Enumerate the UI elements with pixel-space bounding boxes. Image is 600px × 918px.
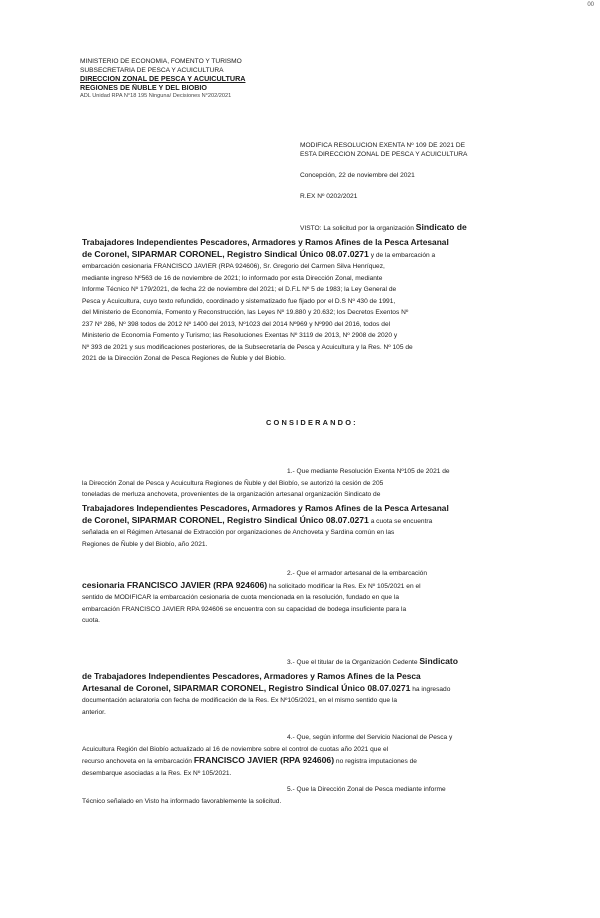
visto-line-10: Ministerio de Economía Fomento y Turismo; las Resoluciones Exentas Nº 3119 de 2013, Nº 2908 de 2020 y <box>82 332 398 339</box>
letterhead <box>80 58 310 101</box>
letterhead-regiones: REGIONES DE ÑUBLE Y DEL BIOBIO <box>80 83 208 92</box>
subject-line-1: MODIFICA RESOLUCION EXENTA Nº 109 DE 2021 DE <box>300 142 465 149</box>
visto-line-1: VISTO: La solicitud por la organización Sindicato de <box>300 222 467 232</box>
visto-line-8: del Ministerio de Economía, Fomento y Reconstrucción, las Leyes Nº 19.880 y 20.632; los Decretos Exentos Nº <box>82 309 409 316</box>
resolution-date: Concepción, 22 de noviembre del 2021 <box>300 172 415 179</box>
letterhead-ministry: MINISTERIO DE ECONOMIA, FOMENTO Y TURISMO <box>80 58 242 65</box>
visto-line-11: Nº 393 de 2021 y sus modificaciones posteriores, de la Subsecretaría de Pesca y Acuicultura y la Res. Nº 105 de <box>82 343 413 351</box>
visto-line-5: mediante ingreso Nº563 de 16 de noviembre de 2021; lo informado por esta Dirección Zonal, mediante <box>82 274 383 282</box>
c3-line-2: de Trabajadores Independientes Pescadores, Armadores y Ramos Afines de la Pesca <box>82 670 421 681</box>
considerando-heading: CONSIDERANDO: <box>266 418 358 427</box>
visto-line-6: Informe Técnico Nº 179/2021, de fecha 22 de noviembre del 2021; el D.F.L Nº 5 de 1983; la Ley General de <box>82 286 397 293</box>
resolution-number: R.EX Nº 0202/2021 <box>300 193 358 200</box>
visto-section <box>82 222 518 365</box>
c5-line-1: 5.- Que la Dirección Zonal de Pesca mediante informe <box>287 786 446 793</box>
c2-line-2: cesionaria FRANCISCO JAVIER (RPA 924606) ha solicitado modificar la Res. Ex Nº 105/2021 en el <box>82 579 421 590</box>
considerando-2 <box>82 568 518 627</box>
c1-line-5: de Coronel, SIPARMAR CORONEL, Registro Sindical Único 08.07.0271 a cuota se encuentra <box>82 514 433 525</box>
c4-line-4: desembarque asociadas a la Res. Ex Nº 105/2021. <box>82 769 232 777</box>
c5-line-2: Técnico señalado en Visto ha informado favorablemente la solicitud. <box>82 797 282 805</box>
c1-line-7: Regiones de Ñuble y del Biobío, año 2021. <box>82 540 208 548</box>
c4-line-3: recurso anchoveta en la embarcación FRANCISCO JAVIER (RPA 924606) no registra imputaciones de <box>82 755 417 765</box>
letterhead-reference: ADL Unidad RPA N°18 195 Ninguna/ Decisiones N°202/2021 <box>80 93 232 100</box>
letterhead-subsecretaria: SUBSECRETARIA DE PESCA Y ACUICULTURA <box>80 66 224 74</box>
c2-line-5: cuota. <box>82 617 100 624</box>
considerando-5 <box>82 784 518 807</box>
c1-line-3: toneladas de merluza anchoveta, provenientes de la organización artesanal organización Sindicato de <box>82 491 381 498</box>
visto-line-7: Pesca y Acuicultura, cuyo texto refundido, coordinado y sistematizado fue fijado por el D.S Nº 430 de 1991, <box>82 297 396 305</box>
c3-line-3: Artesanal de Coronel, SIPARMAR CORONEL, Registro Sindical Único 08.07.0271 ha ingresado <box>82 682 451 693</box>
visto-line-12: 2021 de la Dirección Zonal de Pesca Regiones de Ñuble y del Biobío. <box>82 355 286 362</box>
visto-line-4: embarcación cesionaria FRANCISCO JAVIER (RPA 924606), Sr. Gregorio del Carmen Silva Henríquez, <box>82 263 385 270</box>
c1-line-2: la Dirección Zonal de Pesca y Acuicultura Regiones de Ñuble y del Biobío, se autorizó la cesión de 205 <box>82 479 384 487</box>
c2-line-4: embarcación FRANCISCO JAVIER RPA 924606 se encuentra con su capacidad de bodega insuficiente para la <box>82 605 407 613</box>
c3-line-4: documentación aclaratoria con fecha de modificación de la Res. Ex Nº105/2021, en el mismo sentido que la <box>82 697 398 704</box>
resolution-subject <box>300 141 520 159</box>
c4-line-2: Acuicultura Región del Biobío actualizado al 16 de noviembre sobre el control de cuotas año 2021 que el <box>82 745 389 753</box>
letterhead-direccion: DIRECCION ZONAL DE PESCA Y ACUICULTURA <box>80 75 246 84</box>
considerando-4 <box>82 732 518 779</box>
c4-line-1: 4.- Que, según informe del Servicio Nacional de Pesca y <box>287 734 453 741</box>
c2-line-1: 2.- Que el armador artesanal de la embarcación <box>287 570 428 577</box>
considerando-3 <box>82 656 518 718</box>
c3-line-1: 3.- Que el titular de la Organización Cedente Sindicato <box>287 656 459 666</box>
c1-line-6: señalada en el Régimen Artesanal de Extracción por organizaciones de Anchoveta y Sardina común en las <box>82 529 395 536</box>
visto-line-3: de Coronel, SIPARMAR CORONEL, Registro Sindical Único 08.07.0271 y de la embarcación a <box>82 248 436 259</box>
considerando-1 <box>82 466 518 550</box>
subject-line-2: ESTA DIRECCION ZONAL DE PESCA Y ACUICULTURA <box>300 151 468 158</box>
visto-line-2: Trabajadores Independientes Pescadores, Armadores y Ramos Afines de la Pesca Artesanal <box>82 236 449 247</box>
c1-line-1: 1.- Que mediante Resolución Exenta Nº105 de 2021 de <box>287 468 450 475</box>
visto-line-9: 237 Nº 286, Nº 398 todos de 2012 Nº 1400 del 2013, Nº1023 del 2014 Nº969 y Nº990 del 2016, todos del <box>82 320 391 328</box>
page-corner-mark: 00 <box>587 2 594 8</box>
c2-line-3: sentido de MODIFICAR la embarcación cesionaria de cuota mencionada en la resolución, fundado en que la <box>82 594 400 601</box>
c3-line-5: anterior. <box>82 708 106 716</box>
c1-line-4: Trabajadores Independientes Pescadores, Armadores y Ramos Afines de la Pesca Artesanal <box>82 502 449 513</box>
